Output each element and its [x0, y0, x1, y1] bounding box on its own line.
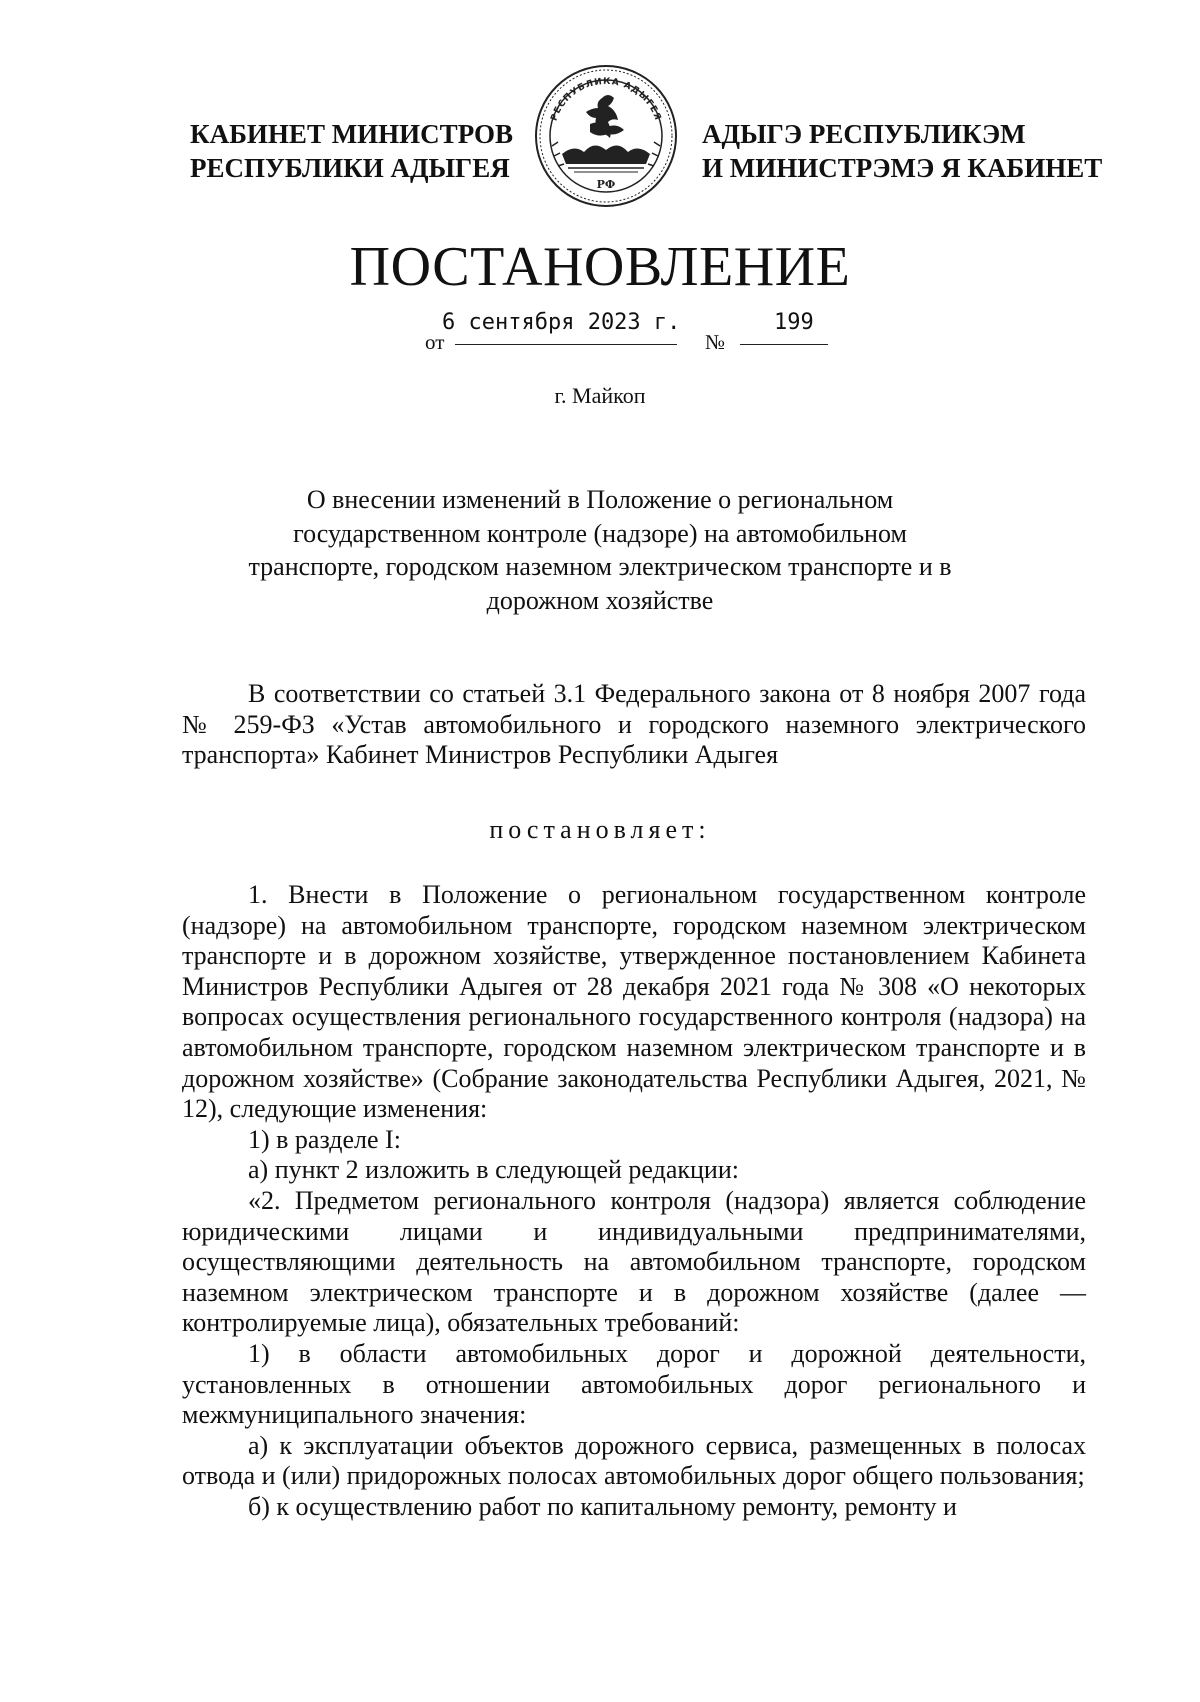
- issuer-russian: [190, 117, 513, 185]
- date-value: 6 сентября 2023 г.: [442, 310, 681, 335]
- issuer-adyghe-line1: АДЫГЭ РЕСПУБЛИКЭМ: [702, 119, 1026, 149]
- date-underline: [455, 344, 677, 345]
- document-type-heading: ПОСТАНОВЛЕНИЕ: [349, 236, 851, 298]
- city-line: г. Майкоп: [554, 383, 646, 408]
- paragraph: 1) в разделе I:: [248, 1124, 401, 1154]
- preamble: [182, 679, 1086, 771]
- number-underline: [740, 344, 828, 345]
- issuer-russian-line1: КАБИНЕТ МИНИСТРОВ: [190, 119, 514, 149]
- paragraph: б) к осуществлению работ по капитальному ремонту, ремонту и: [248, 1491, 957, 1521]
- date-prefix: от: [425, 330, 445, 354]
- paragraph: «2. Предметом регионального контроля (надзора) является соблюдение юридическими лицами и индивидуальными предпринимателями, осуществляющими деятельность на автомобильном транспорте, городском наземном электрическом транспорте и в дорожном хозяйстве (далее — контролируемые лица), обязательных требований:: [182, 1185, 1086, 1338]
- decides-line: постановляет:: [489, 815, 711, 844]
- emblem-arc-text: РЕСПУБЛИКА АДЫГЕЯ: [549, 76, 663, 123]
- paragraph: 1) в области автомобильных дорог и дорожной деятельности, установленных в отношении автомобильных дорог регионального и межмуниципального значения:: [182, 1338, 1086, 1430]
- issuer-russian-line2: РЕСПУБЛИКИ АДЫГЕЯ: [190, 153, 510, 183]
- date-number-line: [0, 310, 1200, 360]
- issuer-adyghe-line2: И МИНИСТРЭМЭ Я КАБИНЕТ: [702, 153, 1103, 183]
- number-prefix: №: [705, 330, 726, 354]
- issuer-adyghe: [702, 117, 1102, 185]
- emblem-rf-label: РФ: [596, 178, 616, 191]
- paragraph: а) к эксплуатации объектов дорожного сервиса, размещенных в полосах отвода и (или) придорожных полосах автомобильных дорог общего пользования;: [182, 1430, 1086, 1491]
- republic-emblem: [532, 62, 680, 210]
- document-title: О внесении изменений в Положение о региональном государственном контроле (надзоре) на автомобильном транспорте, городском наземном электрическом транспорте и в дорожном хозяйстве: [248, 485, 952, 615]
- paragraph: 1. Внести в Положение о региональном государственном контроле (надзоре) на автомобильном транспорте, городском наземном электрическом транспорте и в дорожном хозяйстве, утвержденное постановлением Кабинета Министров Республики Адыгея от 28 декабря 2021 года № 308 «О некоторых вопросах осуществления регионального государственного контроля (надзора) на автомобильном транспорте, городском наземном электрическом транспорте и в дорожном хозяйстве» (Собрание законодательства Республики Адыгея, 2021, № 12), следующие изменения:: [182, 880, 1086, 1124]
- number-value: 199: [774, 310, 814, 335]
- preamble-text: В соответствии со статьей 3.1 Федерального закона от 8 ноября 2007 года № 259-ФЗ «Устав автомобильного и городского наземного электрического транспорта» Кабинет Министров Республики Адыгея: [182, 679, 1086, 770]
- body-paragraphs: [182, 880, 1086, 1522]
- paragraph: а) пункт 2 изложить в следующей редакции:: [248, 1155, 739, 1185]
